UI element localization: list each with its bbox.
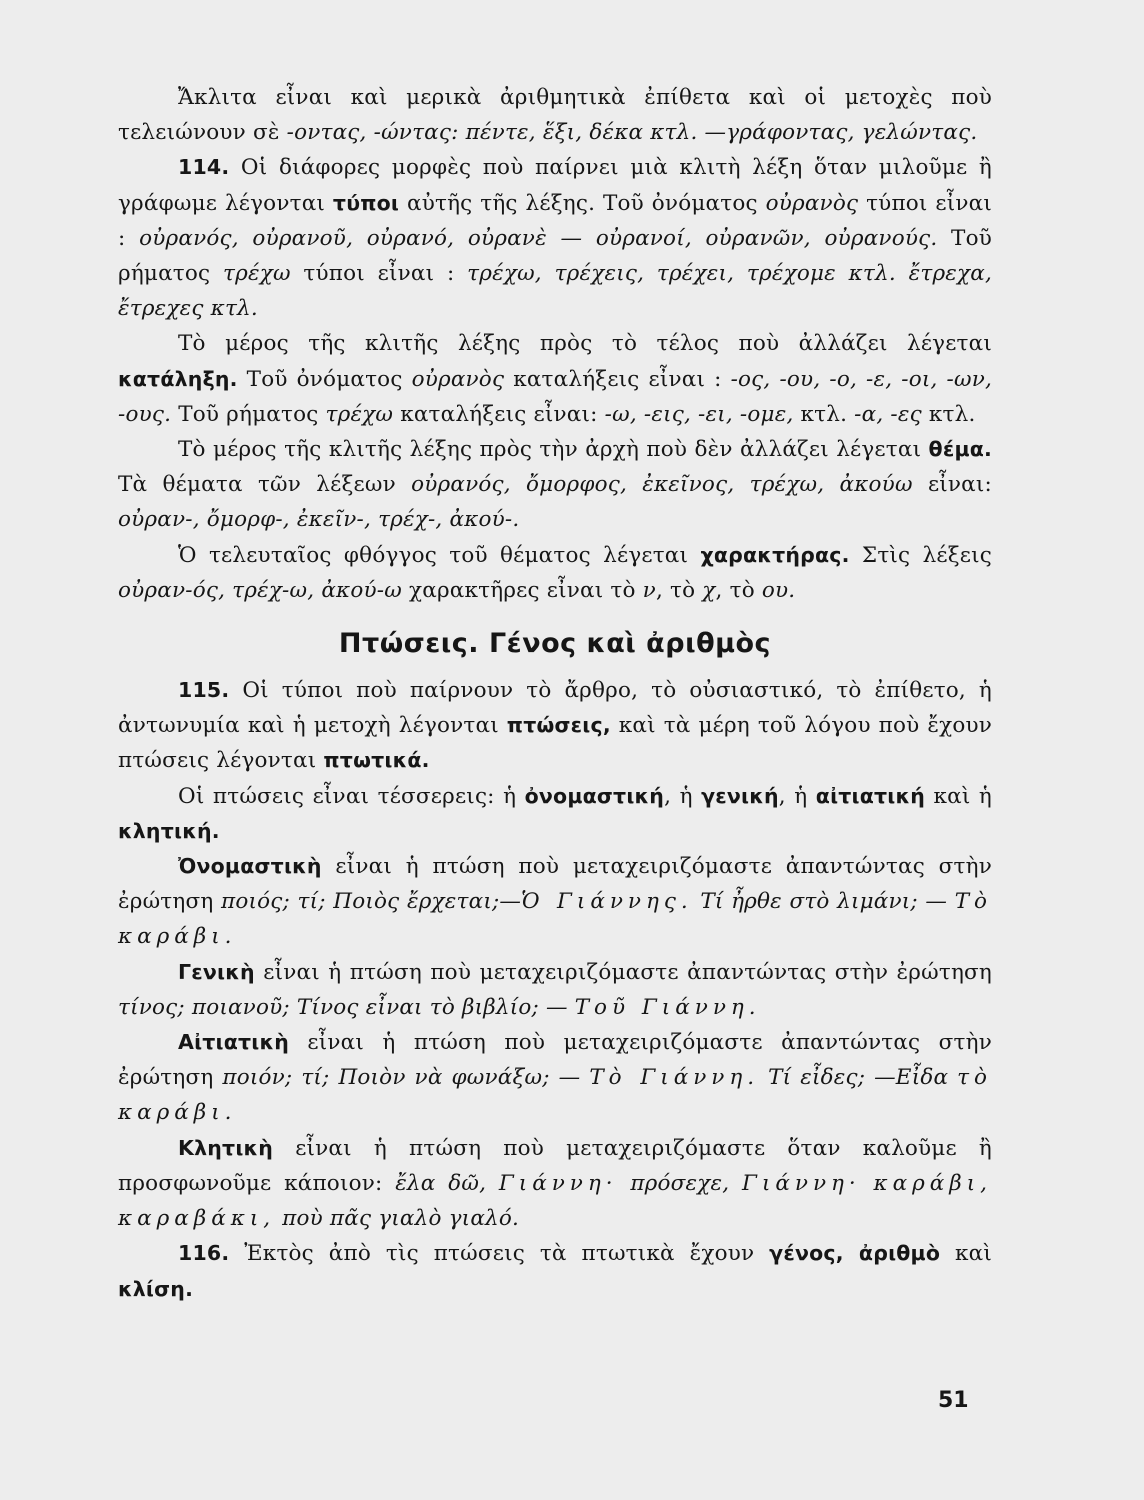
paragraph-nominative: Ὀνομαστικὴ εἶναι ἡ πτώση ποὺ μεταχειριζόμαστε ἀπαντώντας στὴν ἐρώτηση ποιός; τί; Ποιὸς ἔρχεται;—Ὁ Γιάννης. Τί ἦρθε στὸ λιμάνι; — Τὸ καράβι. [118,854,993,950]
paragraph-cases-list: Οἱ πτώσεις εἶναι τέσσερεις: ἡ ὀνομαστική, ἡ γενική, ἡ αἰτιατική καὶ ἡ κλητική. [118,783,992,843]
paragraph-genitive: Γενικὴ εἶναι ἡ πτώση ποὺ μεταχειριζόμαστε ἀπαντώντας στὴν ἐρώτηση τίνος; ποιανοῦ; Τίνος εἶναι τὸ βιβλίο; — Τοῦ Γιάννη. [118,959,992,1020]
paragraph-indeclinable: Ἄκλιτα εἶναι καὶ μερικὰ ἀριθμητικὰ ἐπίθετα καὶ οἱ μετοχὲς ποὺ τελειώνουν σὲ -οντας, -ώντας: πέντε, ἕξι, δέκα κτλ. —γράφοντας, γελώντας. [118,85,992,146]
page-text [118,80,992,1307]
paragraph-ending: Τὸ μέρος τῆς κλιτῆς λέξης πρὸς τὸ τέλος ποὺ ἀλλάζει λέγεται κατάληξη. Τοῦ ὀνόματος οὐρανὸς καταλήξεις εἶναι : -ος, -ου, -ο, -ε, -οι, -ων, -ους. Τοῦ ρήματος τρέχω καταλήξεις εἶναι: -ω, -εις, -ει, -ομε, κτλ. -α, -ες κτλ. [118,331,992,427]
paragraph-accusative: Αἰτιατικὴ εἶναι ἡ πτώση ποὺ μεταχειριζόμαστε ἀπαντώντας στὴν ἐρώτηση ποιόν; τί; Ποιὸν νὰ φωνάξω; — Τὸ Γιάννη. Τί εἶδες; —Εἶδα τὸ καράβι. [118,1030,992,1126]
paragraph-number: 116. [178,1241,230,1266]
paragraph-character: Ὁ τελευταῖος φθόγγος τοῦ θέματος λέγεται χαρακτήρας. Στὶς λέξεις οὐραν-ός, τρέχ-ω, ἀκού-ω χαρακτῆρες εἶναι τὸ ν, τὸ χ, τὸ ου. [118,542,992,603]
paragraph-number: 115. [178,678,230,703]
paragraph-vocative: Κλητικὴ εἶναι ἡ πτώση ποὺ μεταχειριζόμαστε ὅταν καλοῦμε ἢ προσφωνοῦμε κάποιον: ἔλα δῶ, Γιάννη· πρόσεχε, Γιάννη· καράβι, καραβάκι, ποὺ πᾶς γιαλὸ γιαλό. [118,1135,992,1232]
page-number: 51 [938,1388,969,1413]
paragraph-number: 114. [178,155,230,180]
paragraph-115: 115. Οἱ τύποι ποὺ παίρνουν τὸ ἄρθρο, τὸ οὐσιαστικό, τὸ ἐπίθετο, ἡ ἀντωνυμία καὶ ἡ μετοχὴ λέγονται πτώσεις, καὶ τὰ μέρη τοῦ λόγου ποὺ ἔχουν πτώσεις λέγονται πτωτικά. [118,678,992,774]
paragraph-stem: Τὸ μέρος τῆς κλιτῆς λέξης πρὸς τὴν ἀρχὴ ποὺ δὲν ἀλλάζει λέγεται θέμα. Τὰ θέματα τῶν λέξεων οὐρανός, ὄμορφος, ἐκεῖνος, τρέχω, ἀκούω εἶναι: οὐραν-, ὄμορφ-, ἐκεῖν-, τρέχ-, ἀκού-. [118,437,992,533]
section-heading: Πτώσεις. Γένος καὶ ἀριθμὸς [338,628,772,660]
paragraph-114: 114. Οἱ διάφορες μορφὲς ποὺ παίρνει μιὰ κλιτὴ λέξη ὅταν μιλοῦμε ἢ γράφωμε λέγονται τύποι αὐτῆς τῆς λέξης. Τοῦ ὀνόματος οὐρανὸς τύποι εἶναι : οὐρανός, οὐρανοῦ, οὐρανό, οὐρανὲ — οὐρανοί, οὐρανῶν, οὐρανούς. Τοῦ ρήματος τρέχω τύποι εἶναι : τρέχω, τρέχεις, τρέχει, τρέχομε κτλ. ἔτρεχα, ἔτρεχες κτλ. [118,155,993,322]
paragraph-116: 116. Ἐκτὸς ἀπὸ τὶς πτώσεις τὰ πτωτικὰ ἔχουν γένος, ἀριθμὸ καὶ κλίση. [118,1241,992,1301]
